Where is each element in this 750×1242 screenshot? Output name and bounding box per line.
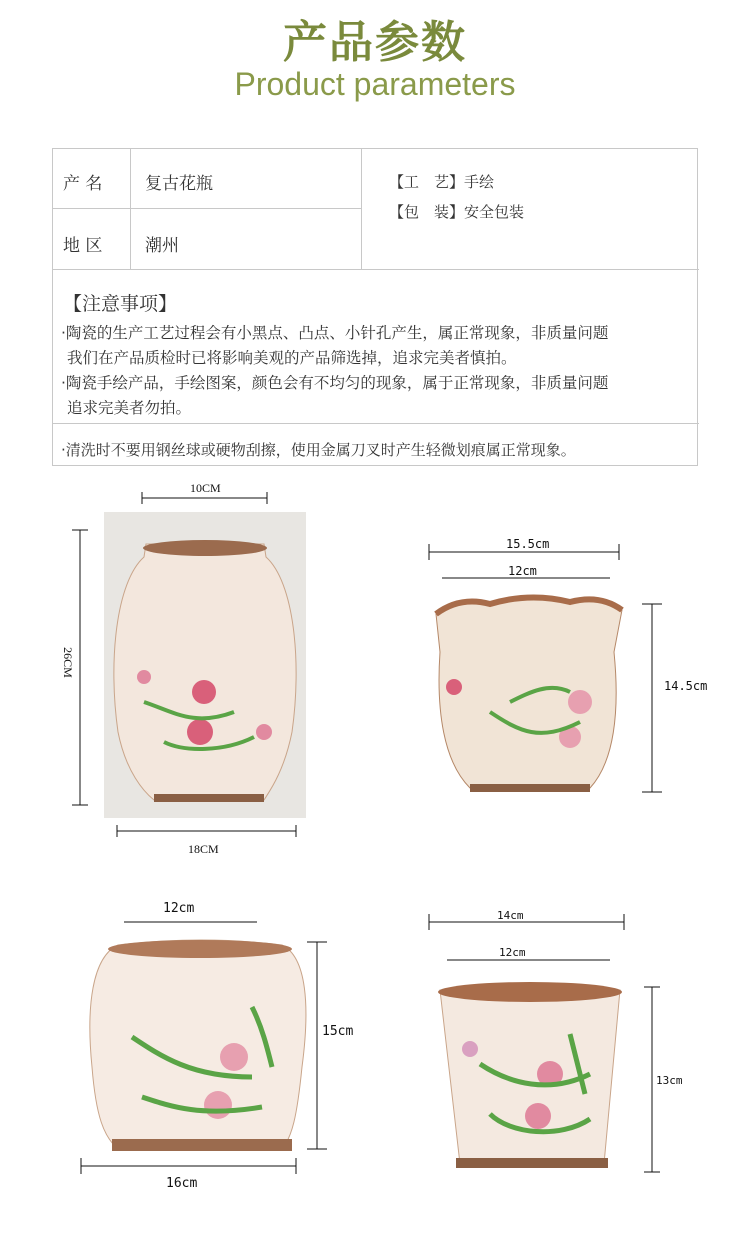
notice-title: 【注意事项】 <box>63 293 178 315</box>
height-label: 13cm <box>656 1074 683 1087</box>
outer-width-label: 15.5cm <box>506 537 550 551</box>
divider <box>361 149 362 269</box>
page-subtitle: Product parameters <box>234 66 516 102</box>
notice-line: 追求完美者勿拍。 <box>67 399 192 417</box>
dimension-lines <box>400 884 700 1198</box>
page-title: 产品参数 <box>283 17 467 68</box>
height-label: 14.5cm <box>664 679 708 693</box>
divider <box>53 269 699 270</box>
notice-line: 我们在产品质检时已将影响美观的产品筛选掉，追求完美者慎拍。 <box>67 349 517 367</box>
divider <box>53 208 361 209</box>
divider <box>53 423 699 424</box>
notice-line: ·陶瓷手绘产品，手绘图案，颜色会有不均匀的现象，属于正常现象，非质量问题 <box>61 374 609 392</box>
dimension-lines <box>52 887 378 1198</box>
vase-photo <box>104 512 306 818</box>
notice-line: ·陶瓷的生产工艺过程会有小黑点、凸点、小针孔产生，属正常现象，非质量问题 <box>61 324 609 342</box>
base-width-label: 16cm <box>166 1176 198 1191</box>
package-info: 【包 装】安全包装 <box>389 203 525 221</box>
inner-width-label: 12cm <box>508 564 537 578</box>
name-label: 产 名 <box>63 174 103 194</box>
pot-image <box>430 592 626 804</box>
height-label: 15cm <box>322 1024 354 1039</box>
vase-image <box>104 512 306 818</box>
parameter-table <box>52 148 698 466</box>
outer-width-label: 14cm <box>497 909 524 922</box>
region-label: 地 区 <box>63 236 103 256</box>
pot-photo <box>430 592 626 804</box>
name-value: 复古花瓶 <box>145 174 213 194</box>
cleaning-note: ·清洗时不要用钢丝球或硬物刮擦，使用金属刀叉时产生轻微划痕属正常现象。 <box>61 441 576 459</box>
height-label: 26CM <box>60 647 75 678</box>
base-label: 18CM <box>188 842 219 856</box>
divider <box>130 149 131 269</box>
region-value: 潮州 <box>145 236 179 256</box>
width-label: 10CM <box>190 481 221 495</box>
inner-width-label: 12cm <box>499 946 526 959</box>
craft-info: 【工 艺】手绘 <box>389 173 495 191</box>
top-width-label: 12cm <box>163 901 195 916</box>
